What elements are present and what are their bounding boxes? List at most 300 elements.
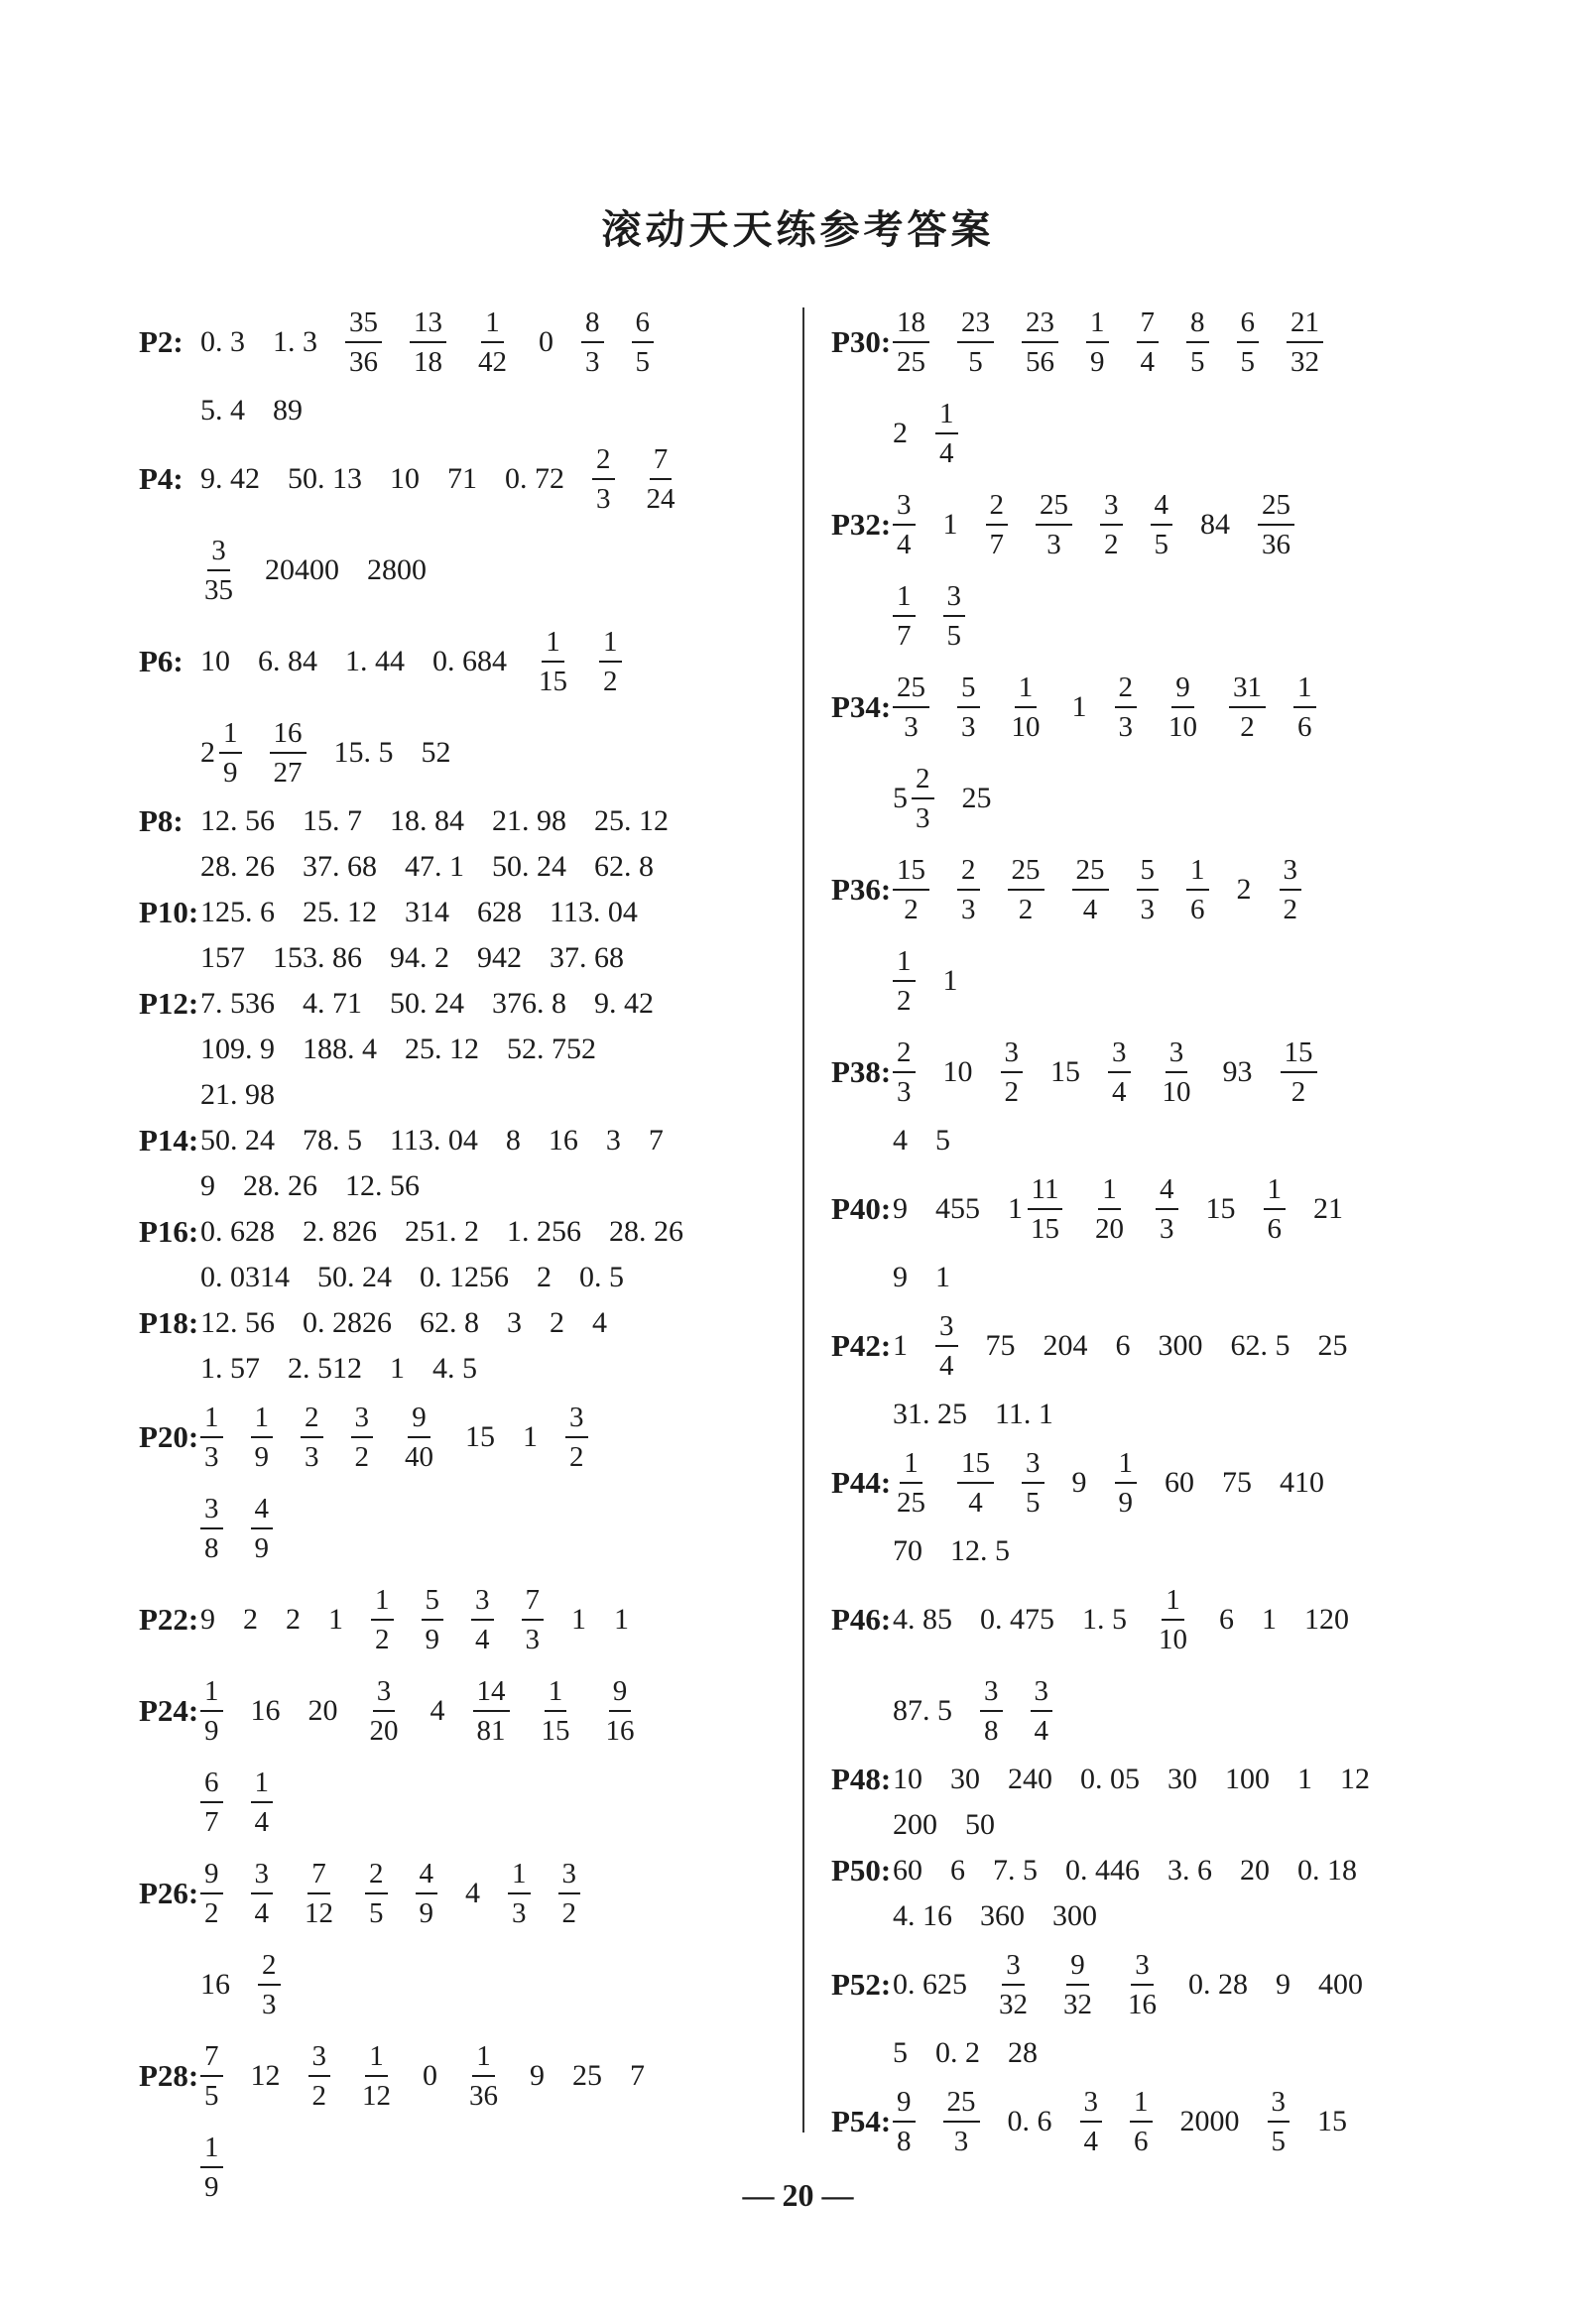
answer-line	[893, 1301, 1516, 1391]
page-label: P30:	[831, 324, 892, 359]
fraction-numerator: 1	[1130, 2088, 1153, 2123]
fraction-numerator: 9	[1171, 673, 1194, 708]
answer-value: 2	[893, 417, 908, 449]
answer-value: 93	[1222, 1055, 1253, 1088]
answer-value: 25	[1317, 1329, 1348, 1362]
fraction-denominator: 81	[476, 1714, 506, 1747]
page-label: P48:	[831, 1762, 892, 1796]
answer-value: 240	[1008, 1763, 1052, 1795]
fraction-denominator: 10	[1159, 1623, 1187, 1655]
fraction-denominator: 15	[539, 665, 567, 697]
fraction-numerator: 3	[1268, 2088, 1290, 2123]
answer-value: 15. 7	[303, 804, 362, 837]
answer-line	[200, 2031, 794, 2121]
fraction-denominator: 7	[989, 528, 1004, 560]
answer-value: 50. 24	[492, 850, 566, 883]
answer-entry	[831, 298, 1516, 478]
answer-fraction	[365, 1857, 388, 1929]
answer-value: 300	[1052, 1899, 1097, 1932]
answer-value: 1	[1262, 1603, 1277, 1636]
answer-line	[200, 1301, 794, 1345]
answer-value: 400	[1318, 1968, 1363, 2001]
answer-fraction	[351, 1403, 374, 1472]
fraction-denominator: 9	[425, 1623, 439, 1655]
answer-value: 360	[980, 1899, 1025, 1932]
fraction-denominator: 9	[419, 1896, 433, 1929]
answer-value: 6. 84	[258, 645, 317, 677]
fraction-denominator: 32	[1290, 345, 1319, 378]
fraction-denominator: 5	[1026, 1486, 1041, 1519]
answer-value: 21. 98	[492, 804, 566, 837]
answer-entry	[831, 663, 1516, 843]
answer-fraction	[1281, 1038, 1317, 1107]
fraction-numerator: 3	[935, 1312, 958, 1347]
answer-value: 16	[250, 1694, 281, 1727]
answer-value: 0. 3	[200, 325, 245, 358]
answer-entry	[831, 1575, 1516, 1756]
fraction-denominator: 9	[254, 1531, 269, 1564]
answer-line	[893, 1758, 1516, 1801]
fraction-numerator: 3	[1002, 1951, 1025, 1986]
answer-fraction	[1022, 1446, 1044, 1519]
answer-fraction	[200, 1768, 223, 1837]
answer-value: 52. 752	[507, 1033, 596, 1065]
answer-value: 113. 04	[550, 896, 638, 928]
fraction-numerator: 3	[471, 1586, 494, 1621]
answer-line	[200, 526, 794, 615]
answer-value: 410	[1280, 1466, 1324, 1499]
fraction-denominator: 10	[1168, 710, 1197, 743]
answer-fraction	[893, 579, 916, 652]
answer-fraction	[980, 1674, 1003, 1747]
answer-entry	[139, 1210, 794, 1299]
fraction-denominator: 4	[1083, 2125, 1098, 2157]
answer-line	[893, 2031, 1516, 2075]
answer-fraction	[632, 305, 655, 378]
answer-value: 113. 04	[390, 1124, 478, 1157]
fraction-numerator: 1	[545, 1677, 567, 1712]
answer-fraction	[912, 762, 934, 834]
answer-fraction	[471, 1583, 494, 1655]
answer-value: 20400	[265, 553, 339, 586]
fraction-denominator: 12	[362, 2079, 391, 2112]
answer-fraction	[1036, 488, 1072, 560]
answer-fraction	[422, 1583, 444, 1655]
answer-fraction	[893, 2085, 916, 2157]
answer-value: 157	[200, 941, 245, 974]
fraction-numerator: 4	[416, 1860, 438, 1894]
fraction-denominator: 3	[961, 893, 976, 925]
answer-fraction	[643, 442, 679, 515]
answer-fraction	[1264, 1172, 1287, 1245]
fraction-numerator: 1	[893, 947, 916, 982]
fraction-denominator: 6	[1267, 1212, 1282, 1245]
fraction-numerator: 1	[251, 1768, 274, 1803]
answer-value: 15	[1205, 1192, 1236, 1225]
fraction-denominator: 2	[569, 1440, 584, 1473]
answer-line	[893, 2077, 1516, 2166]
fraction-numerator: 1	[200, 2133, 223, 2168]
answer-value: 16	[200, 1968, 230, 2001]
answer-value: 9	[200, 1603, 215, 1636]
answer-line	[200, 389, 794, 432]
answer-value: 70	[893, 1534, 922, 1567]
answer-fraction	[1186, 853, 1209, 925]
fraction-denominator: 2	[311, 2079, 326, 2112]
answer-value: 5	[893, 2036, 908, 2069]
fraction-denominator: 2	[561, 1896, 576, 1929]
answer-line	[200, 1575, 794, 1664]
page-label: P22:	[139, 1602, 199, 1637]
answer-line	[893, 480, 1516, 569]
answer-value: 2	[286, 1603, 301, 1636]
fraction-numerator: 5	[422, 1586, 444, 1621]
answer-value: 12. 5	[950, 1534, 1010, 1567]
answer-entry	[139, 799, 794, 889]
answer-value: 4. 16	[893, 1899, 952, 1932]
fraction-numerator: 1	[481, 308, 504, 343]
answer-value: 0. 625	[893, 1968, 967, 2001]
answer-value: 9	[893, 1192, 908, 1225]
fraction-numerator: 3	[1001, 1038, 1024, 1073]
fraction-numerator: 3	[893, 491, 916, 526]
page-label: P20:	[139, 1419, 199, 1454]
answer-entry	[139, 982, 794, 1117]
answer-fraction	[1258, 488, 1294, 560]
fraction-numerator: 18	[893, 308, 929, 343]
page-label: P16:	[139, 1214, 199, 1249]
page-label: P24:	[139, 1693, 199, 1728]
answer-fraction	[1156, 1172, 1178, 1245]
fraction-numerator: 2	[1115, 673, 1138, 708]
fraction-denominator: 8	[897, 2125, 912, 2157]
answer-value: 62. 8	[594, 850, 654, 883]
answer-line	[200, 1210, 794, 1254]
answer-value: 15	[1317, 2105, 1347, 2137]
answer-value: 11. 1	[995, 1398, 1053, 1430]
answer-value: 0. 475	[980, 1603, 1054, 1636]
fraction-numerator: 6	[632, 308, 655, 343]
fraction-numerator: 1	[365, 2042, 388, 2077]
answer-line	[893, 1393, 1516, 1436]
answer-fraction	[301, 1857, 337, 1929]
fraction-denominator: 35	[204, 573, 233, 606]
answer-value: 9. 42	[200, 462, 260, 495]
answer-value: 100	[1225, 1763, 1270, 1795]
answer-value: 1. 5	[1082, 1603, 1127, 1636]
answer-value: 9	[530, 2059, 545, 2092]
answer-entry	[139, 1119, 794, 1208]
fraction-denominator: 5	[1240, 345, 1255, 378]
answer-value: 125. 6	[200, 896, 275, 928]
fraction-numerator: 3	[558, 1860, 581, 1894]
answer-line	[200, 1666, 794, 1756]
answer-value: 4. 71	[303, 987, 362, 1020]
fraction-numerator: 1	[1264, 1175, 1287, 1210]
answer-value: 188. 4	[303, 1033, 377, 1065]
fraction-denominator: 2	[1240, 710, 1255, 743]
answer-value: 109. 9	[200, 1033, 275, 1065]
fraction-numerator: 5	[957, 673, 980, 708]
fraction-numerator: 25	[1008, 856, 1044, 891]
page-label: P14:	[139, 1123, 199, 1158]
fraction-numerator: 1	[599, 628, 622, 663]
answer-entry	[139, 1849, 794, 2029]
fraction-denominator: 36	[349, 345, 378, 378]
answer-value: 9	[1071, 1466, 1087, 1499]
answer-value: 2	[550, 1306, 564, 1339]
fraction-numerator: 3	[1031, 1677, 1053, 1712]
fraction-numerator: 3	[1022, 1449, 1044, 1484]
fraction-denominator: 36	[1262, 528, 1290, 560]
fraction-denominator: 4	[1034, 1714, 1048, 1747]
answer-line	[200, 1347, 794, 1391]
answer-fraction	[1100, 488, 1123, 560]
answer-line	[200, 1119, 794, 1162]
answer-entry	[139, 1666, 794, 1847]
answer-value: 18. 84	[390, 804, 464, 837]
fraction-numerator: 6	[200, 1768, 223, 1803]
fraction-numerator: 2	[957, 856, 980, 891]
answer-value: 314	[405, 896, 449, 928]
answer-fraction	[1008, 670, 1044, 743]
fraction-numerator: 1	[542, 628, 564, 663]
answer-fraction	[1137, 853, 1160, 925]
fraction-numerator: 25	[1258, 491, 1294, 526]
page-label: P50:	[831, 1853, 892, 1888]
answer-fraction	[1159, 1038, 1195, 1107]
answer-value: 300	[1158, 1329, 1203, 1362]
answer-value: 20	[1240, 1854, 1270, 1887]
mixed-whole: 5	[893, 782, 908, 814]
answer-value: 8	[505, 1124, 521, 1157]
fraction-numerator: 7	[200, 2042, 223, 2077]
fraction-numerator: 7	[522, 1586, 545, 1621]
answer-value: 9	[1276, 1968, 1290, 2001]
answer-fraction	[1287, 305, 1323, 378]
fraction-numerator: 2	[258, 1951, 281, 1986]
answer-value: 0	[539, 325, 553, 358]
fraction-denominator: 3	[897, 1075, 912, 1108]
answer-fraction	[345, 305, 382, 378]
answer-value: 7. 5	[993, 1854, 1038, 1887]
answer-line	[893, 1256, 1516, 1299]
answer-line	[893, 1028, 1516, 1117]
page-label: P28:	[139, 2058, 199, 2093]
fraction-numerator: 8	[1186, 308, 1209, 343]
answer-fraction	[957, 670, 980, 743]
fraction-denominator: 2	[904, 893, 919, 925]
answer-entry	[139, 1393, 794, 1573]
answer-entry	[831, 845, 1516, 1026]
answer-value: 75	[1222, 1466, 1252, 1499]
answer-fraction	[935, 397, 958, 469]
answer-value: 30	[1167, 1763, 1197, 1795]
fraction-numerator: 1	[1186, 856, 1209, 891]
answer-fraction	[301, 1403, 323, 1472]
answer-line	[893, 845, 1516, 934]
page-label: P4:	[139, 461, 184, 496]
answer-entry	[139, 1301, 794, 1391]
answer-fraction	[465, 2039, 502, 2112]
answer-fraction	[535, 625, 571, 697]
answer-fraction	[251, 1857, 274, 1929]
answer-mixed-number	[893, 762, 934, 834]
fraction-denominator: 4	[254, 1896, 269, 1929]
page-label: P42:	[831, 1328, 892, 1363]
fraction-denominator: 15	[541, 1714, 570, 1747]
answer-mixed-number	[1008, 1172, 1063, 1245]
answer-fraction	[1280, 853, 1302, 925]
answer-entry	[139, 891, 794, 980]
answer-value: 1	[614, 1603, 629, 1636]
answer-value: 28. 26	[200, 850, 275, 883]
fraction-denominator: 56	[1026, 345, 1054, 378]
fraction-denominator: 25	[897, 1486, 925, 1519]
answer-fraction	[366, 1674, 403, 1747]
fraction-denominator: 8	[204, 1531, 219, 1564]
fraction-denominator: 25	[897, 345, 925, 378]
answer-line	[893, 663, 1516, 752]
answer-fraction	[522, 1583, 545, 1655]
answer-value: 0. 0314	[200, 1261, 290, 1293]
fraction-denominator: 2	[354, 1440, 369, 1473]
answer-value: 628	[477, 896, 522, 928]
fraction-denominator: 3	[1140, 893, 1155, 925]
fraction-denominator: 2	[897, 984, 912, 1017]
answer-fraction	[270, 716, 307, 789]
answer-fraction	[1155, 1583, 1191, 1655]
answer-value: 60	[893, 1854, 922, 1887]
answer-value: 4	[430, 1694, 445, 1727]
fraction-denominator: 5	[946, 619, 961, 652]
answer-value: 376. 8	[492, 987, 566, 1020]
fraction-denominator: 3	[262, 1988, 277, 2020]
answer-value: 4	[893, 1124, 908, 1157]
column-divider	[802, 307, 804, 2133]
answer-value: 2. 826	[303, 1215, 377, 1248]
fraction-denominator: 3	[961, 710, 976, 743]
fraction-numerator: 31	[1229, 673, 1266, 708]
fraction-denominator: 10	[1011, 710, 1041, 743]
answer-line	[893, 936, 1516, 1026]
answer-value: 5	[935, 1124, 950, 1157]
answer-value: 4	[465, 1877, 480, 1909]
answer-fraction	[1091, 1172, 1128, 1245]
fraction-numerator: 16	[270, 719, 307, 754]
answer-fraction	[251, 1768, 274, 1837]
fraction-numerator: 1	[935, 400, 958, 434]
fraction-denominator: 12	[305, 1896, 333, 1929]
answer-fraction	[599, 625, 622, 697]
answer-value: 60	[1165, 1466, 1194, 1499]
answer-fraction	[473, 1674, 510, 1747]
answer-value: 20	[307, 1694, 338, 1727]
fraction-denominator: 4	[1082, 893, 1098, 925]
page-label: P26:	[139, 1876, 199, 1910]
answer-fraction	[1086, 305, 1109, 378]
fraction-denominator: 3	[916, 801, 930, 834]
answer-fraction	[308, 2039, 331, 2112]
answer-fraction	[1165, 670, 1201, 743]
answer-value: 0. 2826	[303, 1306, 392, 1339]
answer-value: 16	[548, 1124, 578, 1157]
answer-value: 1	[1297, 1763, 1312, 1795]
page-label: P10:	[139, 895, 199, 929]
fraction-numerator: 7	[307, 1860, 330, 1894]
fraction-numerator: 23	[957, 308, 994, 343]
fraction-numerator: 1	[900, 1449, 922, 1484]
fraction-numerator: 3	[251, 1860, 274, 1894]
fraction-denominator: 15	[1031, 1212, 1059, 1245]
answer-fraction	[558, 1857, 581, 1929]
fraction-numerator: 3	[1280, 856, 1302, 891]
fraction-numerator: 3	[308, 2042, 331, 2077]
answer-fraction	[986, 488, 1009, 560]
answer-value: 6	[950, 1854, 965, 1887]
answer-fraction	[1080, 2085, 1103, 2157]
answer-fraction	[1031, 1674, 1053, 1747]
answer-line	[200, 434, 794, 524]
fraction-numerator: 1	[371, 1586, 394, 1621]
fraction-numerator: 21	[1287, 308, 1323, 343]
page-label: P52:	[831, 1967, 892, 2002]
page-label: P40:	[831, 1191, 892, 1226]
fraction-numerator: 1	[219, 719, 242, 754]
answer-value: 7. 536	[200, 987, 275, 1020]
answer-value: 0. 18	[1297, 1854, 1357, 1887]
fraction-numerator: 1	[1115, 1449, 1138, 1484]
fraction-numerator: 9	[893, 2088, 916, 2123]
answer-fraction	[957, 853, 980, 925]
answer-value: 1	[893, 1329, 908, 1362]
answer-line	[893, 1940, 1516, 2029]
answer-value: 3. 6	[1167, 1854, 1212, 1887]
answer-value: 50. 13	[288, 462, 362, 495]
fraction-numerator: 1	[1015, 673, 1038, 708]
answer-value: 1	[390, 1352, 405, 1385]
answer-entry	[831, 1438, 1516, 1573]
answer-fraction	[410, 305, 446, 378]
answer-value: 9	[893, 1261, 908, 1293]
fraction-numerator: 1	[200, 1677, 223, 1712]
answer-value: 21	[1313, 1192, 1343, 1225]
answer-value: 2	[537, 1261, 552, 1293]
fraction-denominator: 4	[1112, 1075, 1127, 1108]
fraction-numerator: 1	[472, 2042, 495, 2077]
answer-column-right	[831, 298, 1516, 2168]
answer-line	[200, 1164, 794, 1208]
answer-fraction	[943, 2085, 980, 2157]
fraction-numerator: 3	[1131, 1951, 1154, 1986]
answer-fraction	[200, 1492, 223, 1564]
fraction-denominator: 4	[254, 1805, 269, 1838]
answer-value: 6	[1219, 1603, 1234, 1636]
fraction-numerator: 1	[251, 1403, 274, 1438]
answer-line	[200, 1484, 794, 1573]
answer-value: 12. 56	[200, 1306, 275, 1339]
answer-value: 15	[465, 1420, 495, 1453]
answer-value: 21. 98	[200, 1078, 275, 1111]
answer-fraction	[200, 2039, 223, 2112]
fraction-numerator: 1	[508, 1860, 531, 1894]
fraction-denominator: 27	[273, 756, 303, 789]
fraction-numerator: 13	[410, 308, 446, 343]
fraction-denominator: 2	[1018, 893, 1034, 925]
answer-value: 10	[200, 645, 230, 677]
page-title: 滚动天天练参考答案	[601, 206, 995, 253]
fraction-numerator: 25	[893, 673, 929, 708]
